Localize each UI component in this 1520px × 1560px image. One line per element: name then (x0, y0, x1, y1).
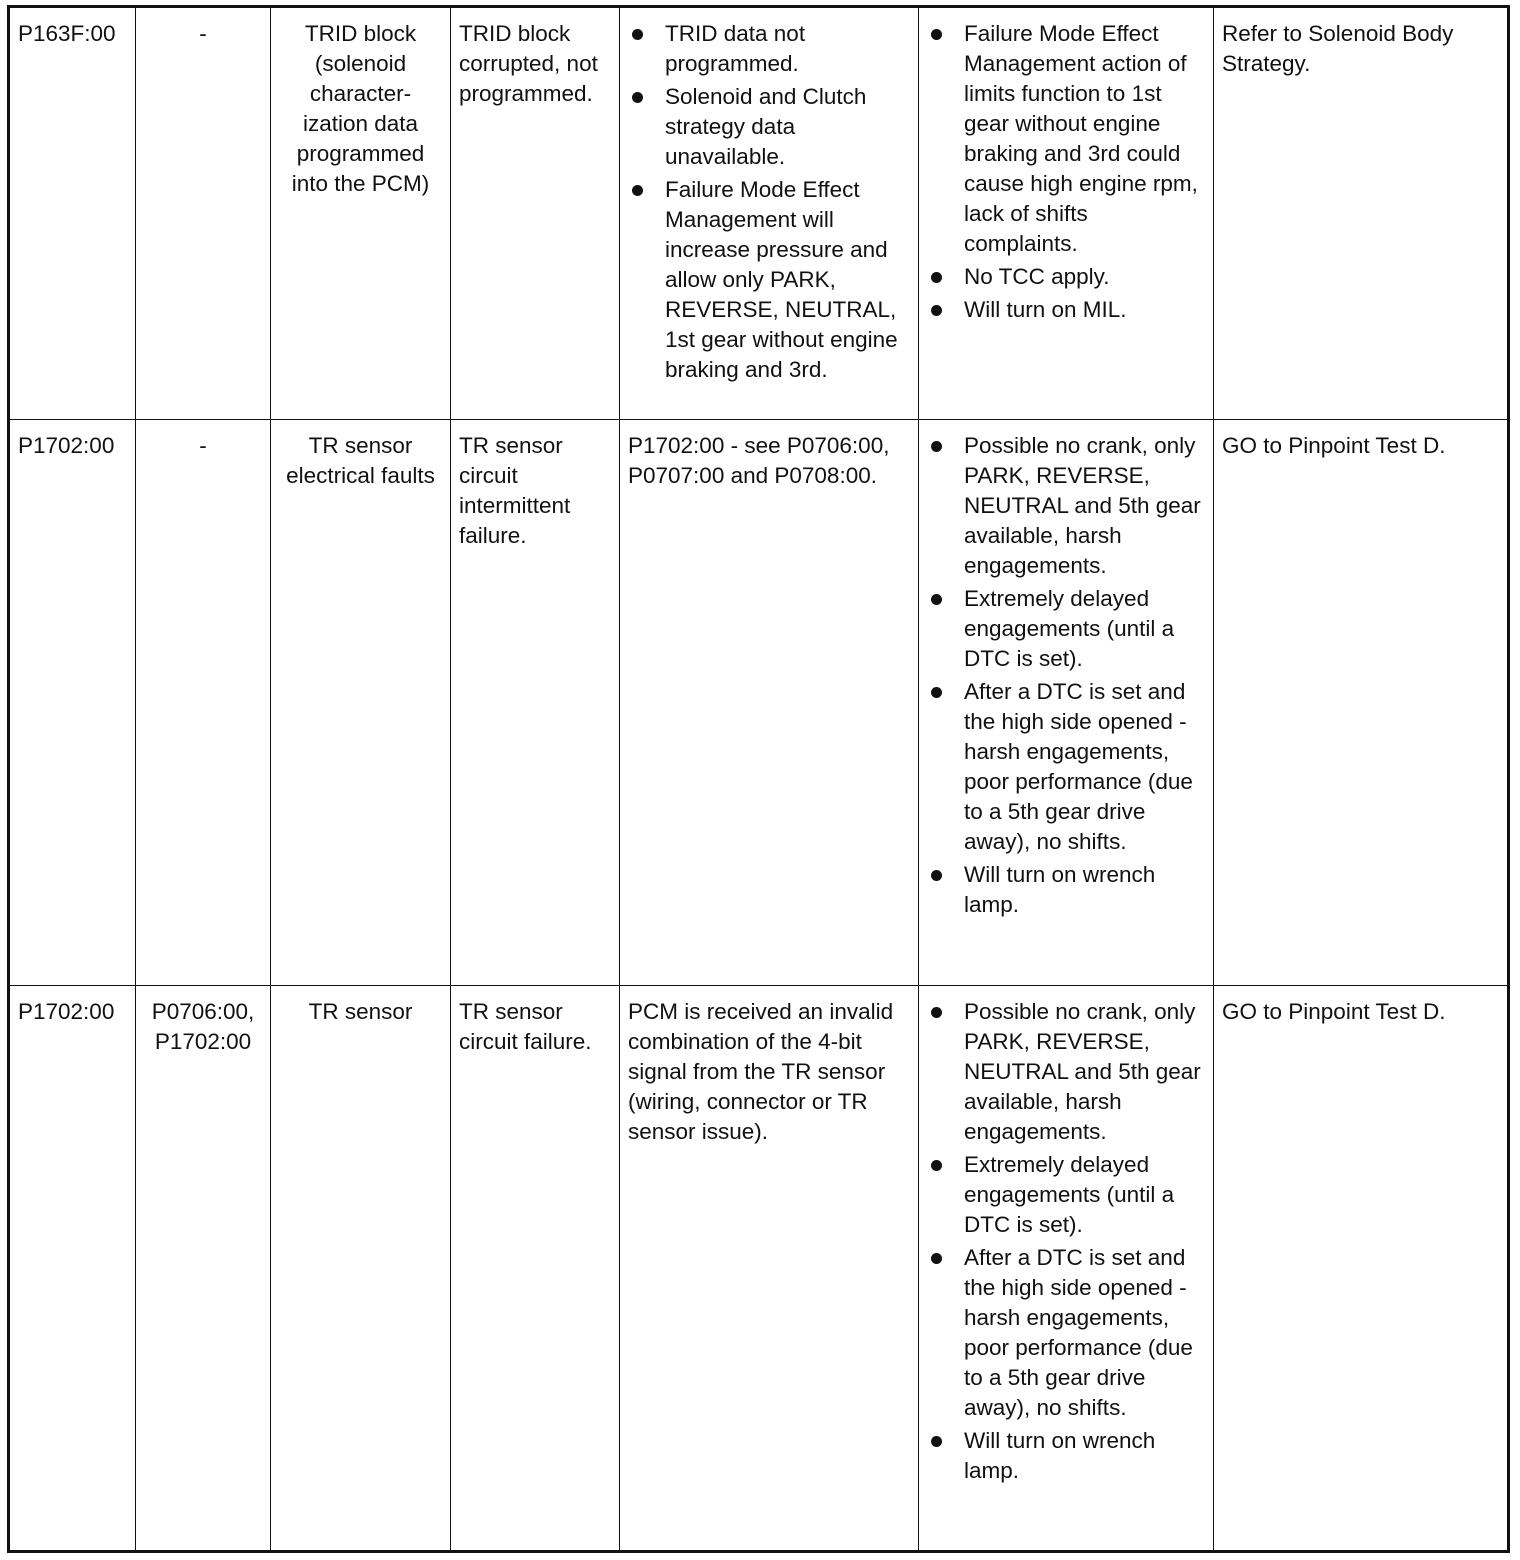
component-cell: TR sensor electrical faults (271, 420, 451, 986)
dtc-code-cell: P163F:00 (9, 7, 136, 420)
list-item: After a DTC is set and the high side opened - harsh engagements, poor performance (due to a 5th gear drive away), no shifts. (927, 1243, 1205, 1423)
list-item: Will turn on wrench lamp. (927, 860, 1205, 920)
list-item: TRID data not programmed. (628, 19, 910, 79)
list-item: Will turn on wrench lamp. (927, 1426, 1205, 1486)
list-item: After a DTC is set and the high side opened - harsh engagements, poor performance (due to a 5th gear drive away), no shifts. (927, 677, 1205, 857)
list-item: Solenoid and Clutch strategy data unavailable. (628, 82, 910, 172)
conditions-cell: P1702:00 - see P0706:00, P0707:00 and P0708:00. (620, 420, 919, 986)
symptoms-cell (919, 420, 1214, 986)
symptoms-list (927, 997, 1205, 1486)
list-item: Extremely delayed engagements (until a DTC is set). (927, 1150, 1205, 1240)
list-item: Possible no crank, only PARK, REVERSE, NEUTRAL and 5th gear available, harsh engagements. (927, 997, 1205, 1147)
related-dtc: P1702:00 (154, 1029, 252, 1054)
related-dtc-cell (136, 420, 271, 986)
conditions-cell: PCM is received an invalid combination of the 4-bit signal from the TR sensor (wiring, connector or TR sensor issue). (620, 986, 919, 1552)
description-cell: TRID block corrupted, not programmed. (451, 7, 620, 420)
list-item: Will turn on MIL. (927, 295, 1205, 325)
list-item: Failure Mode Effect Management action of limits function to 1st gear without engine braking and 3rd could cause high engine rpm, lack of shifts complaints. (927, 19, 1205, 259)
dtc-table-page (7, 5, 1510, 1553)
related-dtc: P0706:00, (151, 999, 255, 1024)
symptoms-list (927, 19, 1205, 325)
action-cell: GO to Pinpoint Test D. (1214, 986, 1509, 1552)
dtc-code-cell: P1702:00 (9, 986, 136, 1552)
list-item: Possible no crank, only PARK, REVERSE, NEUTRAL and 5th gear available, harsh engagements. (927, 431, 1205, 581)
related-dtc: - (199, 21, 207, 46)
component-cell: TR sensor (271, 986, 451, 1552)
dtc-table (7, 5, 1510, 1553)
list-item: No TCC apply. (927, 262, 1205, 292)
table-row (9, 420, 1509, 986)
dtc-code-cell: P1702:00 (9, 420, 136, 986)
symptoms-cell (919, 986, 1214, 1552)
table-row (9, 7, 1509, 420)
related-dtc-cell (136, 986, 271, 1552)
conditions-list (628, 19, 910, 385)
list-item: Failure Mode Effect Management will increase pressure and allow only PARK, REVERSE, NEUTRAL, 1st gear without engine braking and 3rd. (628, 175, 910, 385)
description-cell: TR sensor circuit failure. (451, 986, 620, 1552)
related-dtc-cell (136, 7, 271, 420)
table-row (9, 986, 1509, 1552)
conditions-cell (620, 7, 919, 420)
description-cell: TR sensor circuit intermittent failure. (451, 420, 620, 986)
action-cell: GO to Pinpoint Test D. (1214, 420, 1509, 986)
symptoms-list (927, 431, 1205, 920)
related-dtc: - (199, 433, 207, 458)
list-item: Extremely delayed engagements (until a DTC is set). (927, 584, 1205, 674)
component-cell: TRID block (solenoid character-ization data programmed into the PCM) (271, 7, 451, 420)
action-cell: Refer to Solenoid Body Strategy. (1214, 7, 1509, 420)
symptoms-cell (919, 7, 1214, 420)
